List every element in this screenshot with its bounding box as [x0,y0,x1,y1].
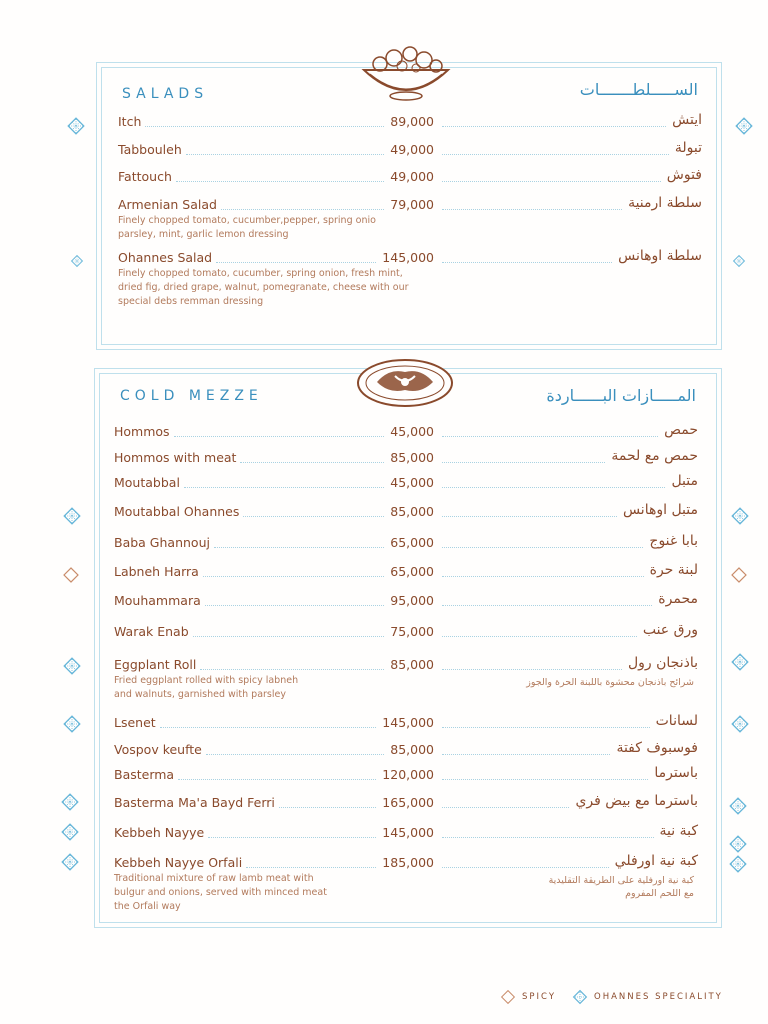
leader-dots [186,154,384,155]
item-name: Basterma Ma'a Bayd Ferri [114,795,275,810]
item-price: 45,000 [390,475,434,490]
speciality-marker-icon [730,714,750,734]
salad-bowl-illustration [360,40,452,102]
leader-dots [442,837,654,838]
speciality-marker-icon [62,656,82,676]
item-price: 85,000 [390,657,434,672]
leader-dots [214,547,384,548]
salads-title-arabic: الســـــلطـــــــات [579,80,698,99]
leader-dots [200,669,384,670]
speciality-marker-icon [728,854,748,874]
item-price: 85,000 [390,450,434,465]
cold-mezze-item [0,450,768,466]
item-price: 49,000 [390,169,434,184]
leader-dots [442,669,622,670]
cold-mezze-item [0,593,768,609]
cold-mezze-item [0,564,768,580]
cold-mezze-item [0,825,768,841]
item-name: Baba Ghannouj [114,535,210,550]
item-price: 49,000 [390,142,434,157]
leader-dots [442,754,610,755]
item-price: 65,000 [390,535,434,550]
leader-dots [442,154,669,155]
cold-mezze-item [0,767,768,783]
speciality-marker-icon [734,116,754,136]
leader-dots [184,487,384,488]
cold-mezze-item [0,795,768,811]
item-price: 185,000 [382,855,434,870]
speciality-marker-icon [728,834,748,854]
item-name-arabic: متبل [671,473,698,489]
item-name: Kebbeh Nayye Orfali [114,855,243,870]
item-name-arabic: ايتش [672,112,702,128]
item-description: parsley, mint, garlic lemon dressing [118,229,289,240]
cold-mezze-item [0,657,768,673]
item-name-arabic: متبل اوهانس [622,502,698,518]
leader-dots [246,867,376,868]
item-price: 79,000 [390,197,434,212]
item-price: 165,000 [382,795,434,810]
cold-mezze-title-arabic: المـــــازات البــــــاردة [546,386,696,405]
item-name-arabic: تبولة [674,140,702,156]
speciality-marker-icon [732,254,746,268]
cold-mezze-item [0,715,768,731]
item-name: Fattouch [118,169,172,184]
item-price: 45,000 [390,424,434,439]
leader-dots [442,605,652,606]
leader-dots [442,436,658,437]
item-description: bulgur and onions, served with minced meat [114,887,327,898]
cold-mezze-item [0,504,768,520]
cold-mezze-item [0,424,768,440]
leader-dots [208,837,376,838]
item-description: the Orfali way [114,901,181,912]
cold-mezze-item [0,535,768,551]
item-name-arabic: لبنة حرة [649,562,698,578]
item-name: Moutabbal Ohannes [114,504,240,519]
salads-item [0,197,768,213]
item-price: 65,000 [390,564,434,579]
item-name-arabic: فتوش [666,167,702,183]
leader-dots [193,636,384,637]
item-description: Fried eggplant rolled with spicy labneh [114,675,299,686]
item-description: dried fig, dried grape, walnut, pomegranate, cheese with our [118,282,409,293]
leader-dots [442,126,666,127]
leader-dots [442,779,648,780]
item-price: 145,000 [382,715,434,730]
leader-dots [243,516,384,517]
cold-mezze-title: COLD MEZZE [120,388,263,404]
item-name-arabic: حمص [664,422,698,438]
item-price: 75,000 [390,624,434,639]
item-price: 85,000 [390,504,434,519]
speciality-marker-icon [60,792,80,812]
leader-dots [442,547,643,548]
speciality-marker-icon [70,254,84,268]
item-price: 89,000 [390,114,434,129]
item-description-arabic: كبة نية اورفلية على الطريقة التقليدية [548,875,694,886]
item-description: and walnuts, garnished with parsley [114,689,286,700]
leader-dots [205,605,384,606]
item-name-arabic: محمرة [658,591,698,607]
item-name-arabic: لسانات [655,713,698,729]
item-name-arabic: كبة نية [659,823,698,839]
item-name: Vospov keufte [114,742,202,757]
item-name: Hommos with meat [114,450,237,465]
spicy-legend-icon [500,989,516,1005]
cold-mezze-item [0,742,768,758]
speciality-legend-label: OHANNES SPECIALITY [594,992,723,1002]
leader-dots [216,262,376,263]
cold-mezze-item [0,624,768,640]
speciality-marker-icon [728,796,748,816]
leader-dots [442,181,661,182]
item-price: 145,000 [382,250,434,265]
leader-dots [206,754,384,755]
salads-item [0,169,768,185]
item-name: Lsenet [114,715,156,730]
item-name-arabic: ورق عنب [642,622,698,638]
item-name: Itch [118,114,142,129]
spicy-legend-label: SPICY [522,992,557,1002]
item-description-arabic: شرائح باذنجان محشوة باللبنة الحرة والجوز [526,677,694,688]
item-name: Kebbeh Nayye [114,825,205,840]
leader-dots [442,209,622,210]
speciality-marker-icon [62,714,82,734]
item-name: Hommos [114,424,170,439]
speciality-marker-icon [60,852,80,872]
item-name: Eggplant Roll [114,657,197,672]
mezze-plate-illustration [355,356,455,408]
leader-dots [442,727,650,728]
leader-dots [442,516,617,517]
item-name: Warak Enab [114,624,189,639]
leader-dots [442,807,569,808]
item-description: Finely chopped tomato, cucumber, spring onion, fresh mint, [118,268,403,279]
salads-item [0,250,768,266]
leader-dots [442,576,644,577]
item-name-arabic: باسترما مع بيض فري [575,793,698,809]
leader-dots [279,807,376,808]
item-description: Finely chopped tomato, cucumber,pepper, spring onio [118,215,376,226]
spicy-marker-icon [62,566,80,584]
item-name-arabic: سلطة ارمنية [628,195,702,211]
leader-dots [442,262,612,263]
cold-mezze-item [0,855,768,871]
item-price: 85,000 [390,742,434,757]
speciality-marker-icon [730,652,750,672]
item-name-arabic: حمص مع لحمة [611,448,698,464]
item-name-arabic: كبة نية اورفلي [614,853,698,869]
cold-mezze-item [0,475,768,491]
item-price: 120,000 [382,767,434,782]
item-name: Mouhammara [114,593,201,608]
item-name-arabic: بابا غنوج [649,533,698,549]
item-description: Traditional mixture of raw lamb meat with [114,873,314,884]
speciality-marker-icon [60,822,80,842]
speciality-marker-icon [62,506,82,526]
leader-dots [145,126,384,127]
item-name: Basterma [114,767,175,782]
salads-item [0,114,768,130]
item-name-arabic: باسترما [654,765,698,781]
spicy-marker-icon [730,566,748,584]
item-name: Moutabbal [114,475,180,490]
item-description-arabic: مع اللحم المفروم [625,888,694,899]
leader-dots [442,636,637,637]
speciality-marker-icon [66,116,86,136]
item-name: Labneh Harra [114,564,199,579]
leader-dots [176,181,384,182]
leader-dots [240,462,384,463]
leader-dots [221,209,384,210]
leader-dots [442,867,609,868]
item-name: Ohannes Salad [118,250,213,265]
item-price: 95,000 [390,593,434,608]
item-description: special debs remman dressing [118,296,264,307]
speciality-legend-icon [572,989,588,1005]
salads-item [0,142,768,158]
item-name: Tabbouleh [118,142,182,157]
leader-dots [203,576,384,577]
speciality-marker-icon [730,506,750,526]
leader-dots [442,487,665,488]
item-name-arabic: فوسبوف كفتة [616,740,698,756]
leader-dots [174,436,384,437]
leader-dots [178,779,376,780]
item-name-arabic: باذنجان رول [627,655,698,671]
leader-dots [160,727,376,728]
item-name-arabic: سلطة اوهانس [618,248,702,264]
item-price: 145,000 [382,825,434,840]
salads-title: SALADS [122,86,209,102]
item-name: Armenian Salad [118,197,217,212]
leader-dots [442,462,605,463]
